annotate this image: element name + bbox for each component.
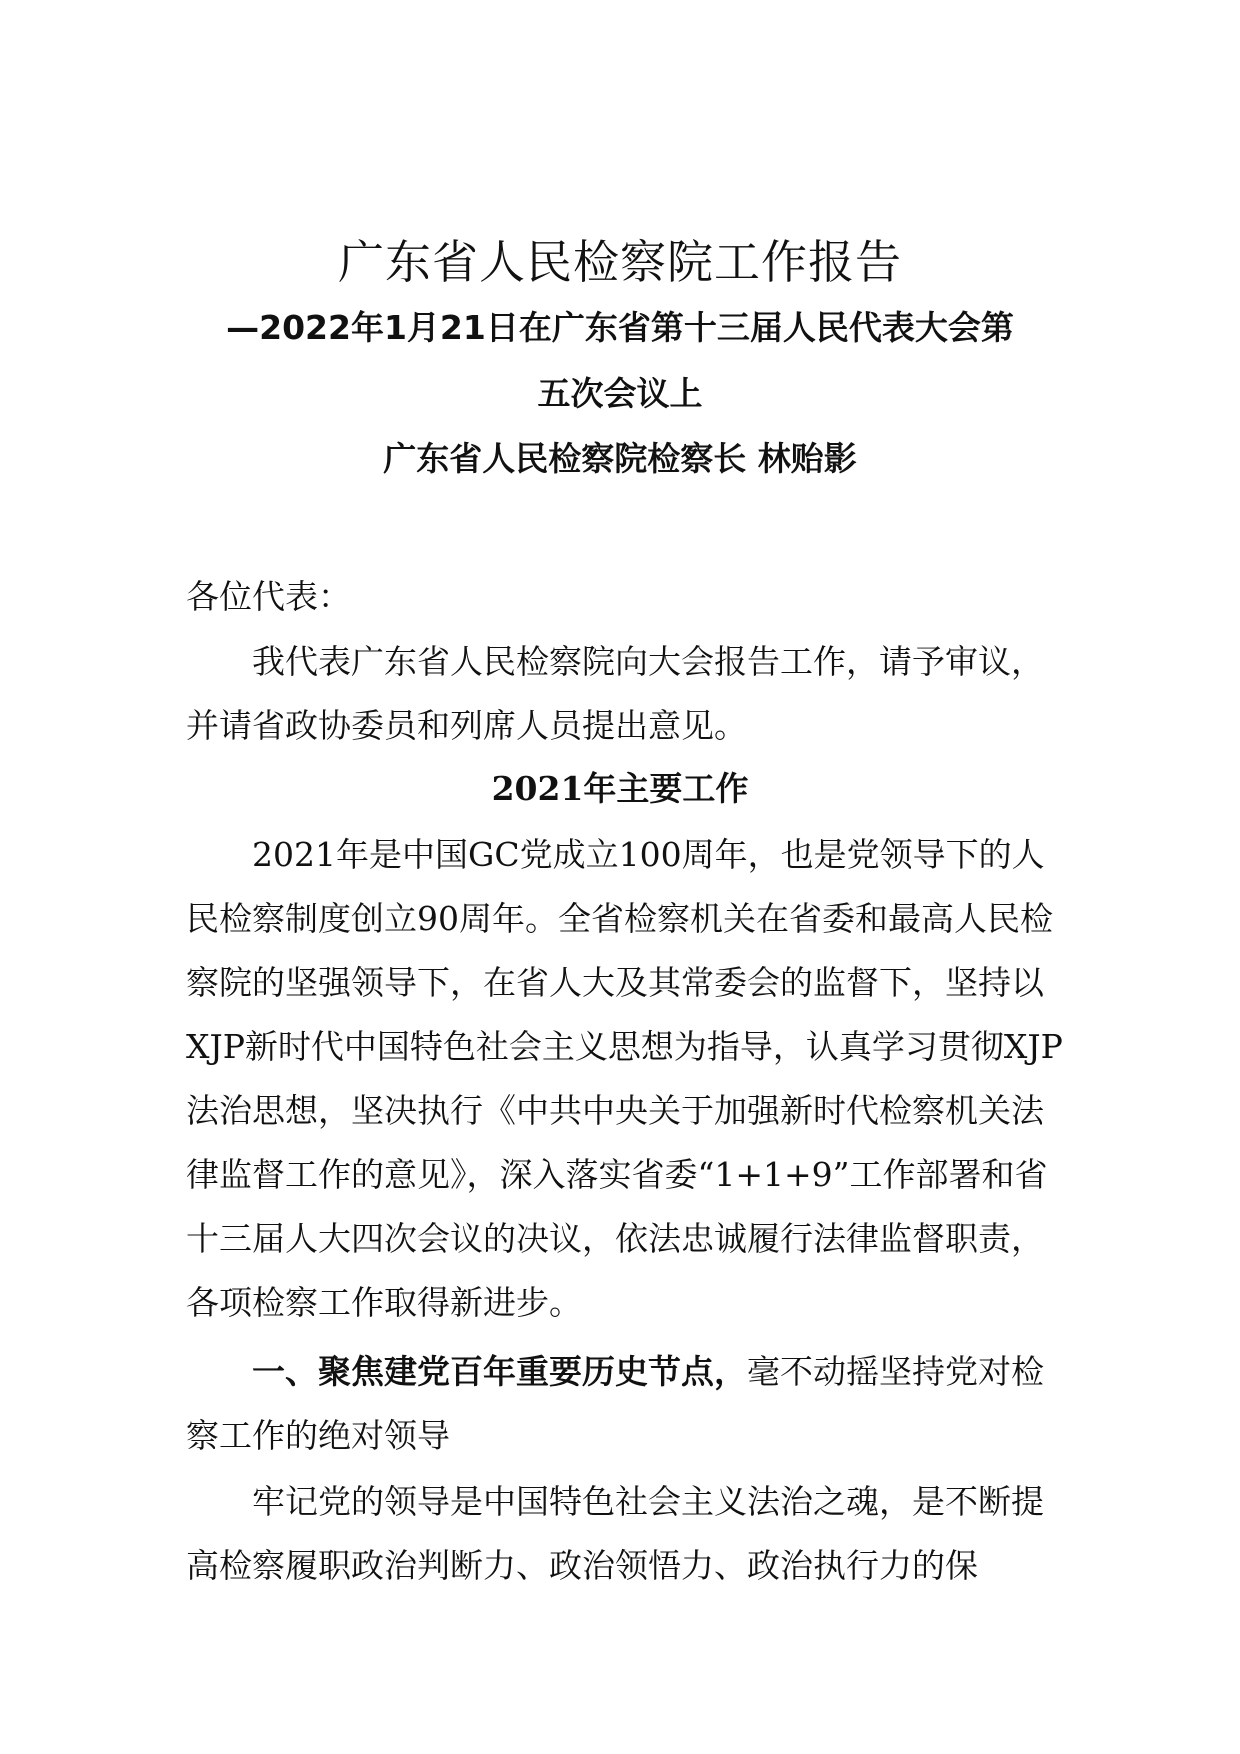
section-heading: 2021年主要工作 [491,769,749,808]
document-subtitle-line1: —2022年1月21日在广东省第十三届人民代表大会第 [226,308,1014,347]
document-subtitle-line2: 五次会议上 [537,374,703,413]
subheading-bold: 一、聚焦建党百年重要历史节点， [252,1352,747,1391]
document-title: 广东省人民检察院工作报告 [338,235,902,289]
salutation: 各位代表： [186,577,351,616]
section-paragraph: 2021年是中国GC党成立100周年，也是党领导下的人民检察制度创立90周年。全省检察机关在省委和最高人民检察院的坚强领导下，在省人大及其常委会的监督下，坚持以XJP新时代中国特色社会主义思想为指导，认真学习贯彻XJP法治思想，坚决执行《中共中央关于加强新时代检察机关法律监督工作的意见》，深入落实省委“1+1+9”工作部署和省十三届人大四次会议的决议，依法忠诚履行法律监督职责，各项检察工作取得新进步。 [186,835,1063,1322]
intro-paragraph: 我代表广东省人民检察院向大会报告工作，请予审议，并请省政协委员和列席人员提出意见。 [186,642,1044,745]
subheading-rest: 毫不动摇坚持党对检察工作的绝对领导 [186,1352,1044,1455]
author-line: 广东省人民检察院检察长 林贻影 [383,439,857,478]
last-paragraph: 牢记党的领导是中国特色社会主义法治之魂，是不断提高检察履职政治判断力、政治领悟力、政治执行力的保 [186,1482,1044,1585]
subheading [186,1340,1066,1468]
